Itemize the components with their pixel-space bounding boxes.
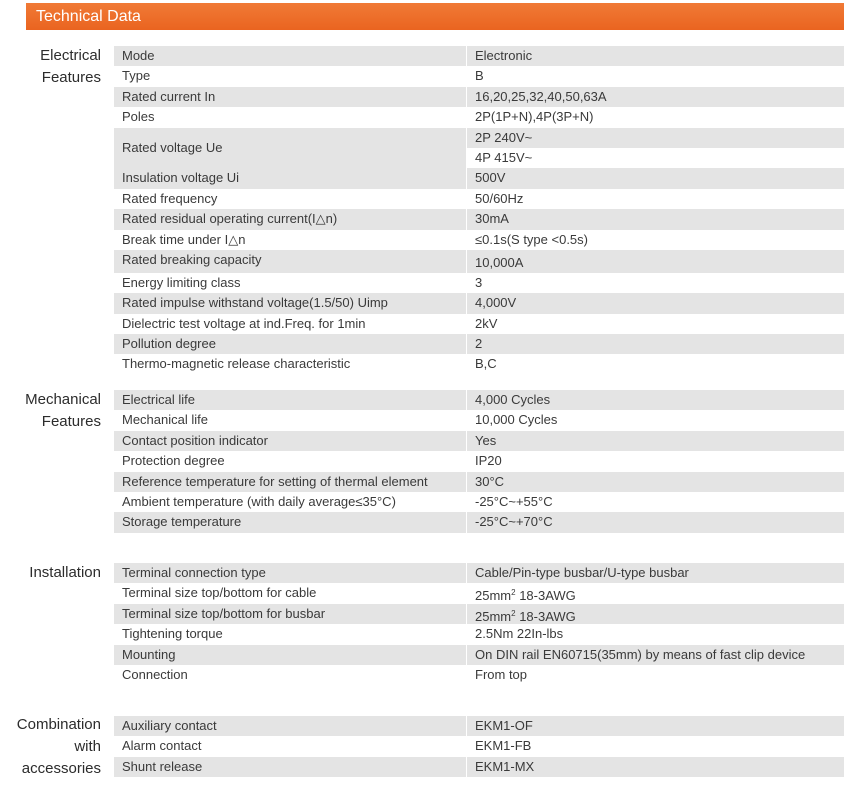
row-key: Rated current In bbox=[122, 88, 216, 104]
table-row bbox=[114, 168, 844, 188]
row-key: Mechanical life bbox=[122, 412, 208, 428]
row-key: Auxiliary contact bbox=[122, 718, 217, 733]
table-row bbox=[114, 716, 844, 736]
row-value: IP20 bbox=[466, 451, 844, 471]
row-value: EKM1-OF bbox=[466, 716, 844, 736]
row-key: Electrical life bbox=[122, 392, 195, 407]
table-row bbox=[114, 107, 844, 127]
table-row bbox=[114, 563, 844, 583]
table-row bbox=[114, 128, 844, 169]
row-value: 2P 240V~ bbox=[467, 128, 844, 148]
row-value: 500V bbox=[466, 168, 844, 188]
row-key: Contact position indicator bbox=[122, 432, 268, 448]
table-row bbox=[114, 512, 844, 532]
row-key: Rated voltage Ue bbox=[122, 139, 223, 155]
row-value: 2.5Nm 22In-lbs bbox=[466, 624, 844, 644]
row-key: Type bbox=[122, 68, 151, 84]
row-value: Yes bbox=[466, 431, 844, 451]
row-value: EKM1-FB bbox=[466, 736, 844, 756]
value-part: 25mm bbox=[475, 608, 512, 624]
row-key: Alarm contact bbox=[122, 738, 202, 754]
table-row bbox=[114, 624, 844, 644]
value-part: 18-3AWG bbox=[515, 608, 576, 624]
row-value: Electronic bbox=[466, 46, 844, 66]
table-row bbox=[114, 46, 844, 66]
row-value: 10,000 Cycles bbox=[466, 410, 844, 430]
section-label-electrical: Electrical Features bbox=[40, 47, 101, 86]
row-key: Rated residual operating current(I△n) bbox=[122, 211, 338, 227]
row-key: Shunt release bbox=[122, 758, 203, 774]
table-row bbox=[114, 451, 844, 471]
table-row bbox=[114, 736, 844, 756]
table-row bbox=[114, 645, 844, 665]
row-key: Pollution degree bbox=[122, 336, 216, 352]
table-row bbox=[114, 604, 844, 624]
row-key: Dielectric test voltage at ind.Freq. for 1min bbox=[122, 315, 366, 331]
row-value: 3 bbox=[466, 273, 844, 293]
row-key: Storage temperature bbox=[122, 514, 242, 530]
row-key: Thermo-magnetic release characteristic bbox=[122, 356, 351, 372]
table-row bbox=[114, 665, 844, 685]
table-row bbox=[114, 314, 844, 334]
mechanical-features-table bbox=[114, 390, 844, 533]
table-row bbox=[114, 250, 844, 273]
technical-data-header bbox=[26, 3, 844, 30]
row-value: B,C bbox=[466, 354, 844, 374]
row-value: 10,000A bbox=[466, 250, 844, 273]
row-value: 2 bbox=[466, 334, 844, 354]
table-row bbox=[114, 334, 844, 354]
row-key: Terminal connection type bbox=[122, 565, 266, 580]
table-row bbox=[114, 189, 844, 209]
table-row bbox=[114, 757, 844, 777]
row-value: From top bbox=[466, 665, 844, 685]
table-row bbox=[114, 390, 844, 410]
row-key: Mounting bbox=[122, 646, 176, 662]
row-key: Ambient temperature (with daily average≤35°C) bbox=[122, 493, 396, 509]
table-row bbox=[114, 492, 844, 512]
table-row bbox=[114, 66, 844, 86]
value-part: 18-3AWG bbox=[515, 588, 576, 604]
row-value: 4P 415V~ bbox=[467, 148, 844, 168]
row-value: 4,000V bbox=[466, 293, 844, 313]
row-key: Connection bbox=[122, 666, 188, 682]
row-value: 16,20,25,32,40,50,63A bbox=[466, 87, 844, 107]
combination-accessories-table bbox=[114, 716, 844, 777]
table-row bbox=[114, 354, 844, 374]
row-value: 50/60Hz bbox=[466, 189, 844, 209]
row-key: Reference temperature for setting of thermal element bbox=[122, 473, 428, 489]
row-key: Poles bbox=[122, 109, 155, 125]
row-value: EKM1-MX bbox=[466, 757, 844, 777]
row-value bbox=[466, 604, 844, 624]
row-key: Terminal size top/bottom for cable bbox=[122, 585, 317, 601]
row-key: Mode bbox=[122, 48, 155, 63]
table-row bbox=[114, 273, 844, 293]
row-value: Cable/Pin-type busbar/U-type busbar bbox=[466, 563, 844, 583]
value-superscript: 2 bbox=[511, 588, 516, 598]
section-label-installation: Installation bbox=[29, 564, 101, 581]
row-key: Tightening torque bbox=[122, 626, 223, 642]
section-label-combination: Combination with accessories bbox=[16, 716, 101, 777]
header-title: Technical Data bbox=[36, 8, 141, 25]
section-label-mechanical: Mechanical Features bbox=[25, 391, 101, 430]
row-key: Terminal size top/bottom for busbar bbox=[122, 605, 326, 621]
row-key: Rated impulse withstand voltage(1.5/50) Uimp bbox=[122, 295, 388, 311]
row-value: 2kV bbox=[466, 314, 844, 334]
table-row bbox=[114, 431, 844, 451]
table-row bbox=[114, 410, 844, 430]
row-value: 2P(1P+N),4P(3P+N) bbox=[466, 107, 844, 127]
row-value: 30mA bbox=[466, 209, 844, 229]
table-row bbox=[114, 583, 844, 603]
row-value-group bbox=[466, 128, 844, 169]
table-row bbox=[114, 230, 844, 250]
table-row bbox=[114, 87, 844, 107]
row-key: Protection degree bbox=[122, 453, 225, 469]
electrical-features-table bbox=[114, 46, 844, 375]
value-part: 25mm bbox=[475, 588, 512, 604]
row-key: Energy limiting class bbox=[122, 274, 241, 290]
table-row bbox=[114, 472, 844, 492]
row-value bbox=[466, 583, 844, 603]
row-key: Break time under I△n bbox=[122, 231, 246, 247]
row-key: Rated frequency bbox=[122, 190, 218, 206]
row-value: 30°C bbox=[466, 472, 844, 492]
table-row bbox=[114, 293, 844, 313]
row-value: 4,000 Cycles bbox=[466, 390, 844, 410]
value-superscript: 2 bbox=[511, 608, 516, 618]
row-value: On DIN rail EN60715(35mm) by means of fast clip device bbox=[466, 645, 844, 665]
row-key: Rated breaking capacity bbox=[122, 251, 262, 267]
row-value: -25°C~+70°C bbox=[466, 512, 844, 532]
row-value: ≤0.1s(S type <0.5s) bbox=[466, 230, 844, 250]
row-value: B bbox=[466, 66, 844, 86]
installation-table bbox=[114, 563, 844, 685]
table-row bbox=[114, 209, 844, 229]
row-key: Insulation voltage Ui bbox=[122, 170, 240, 186]
row-value: -25°C~+55°C bbox=[466, 492, 844, 512]
